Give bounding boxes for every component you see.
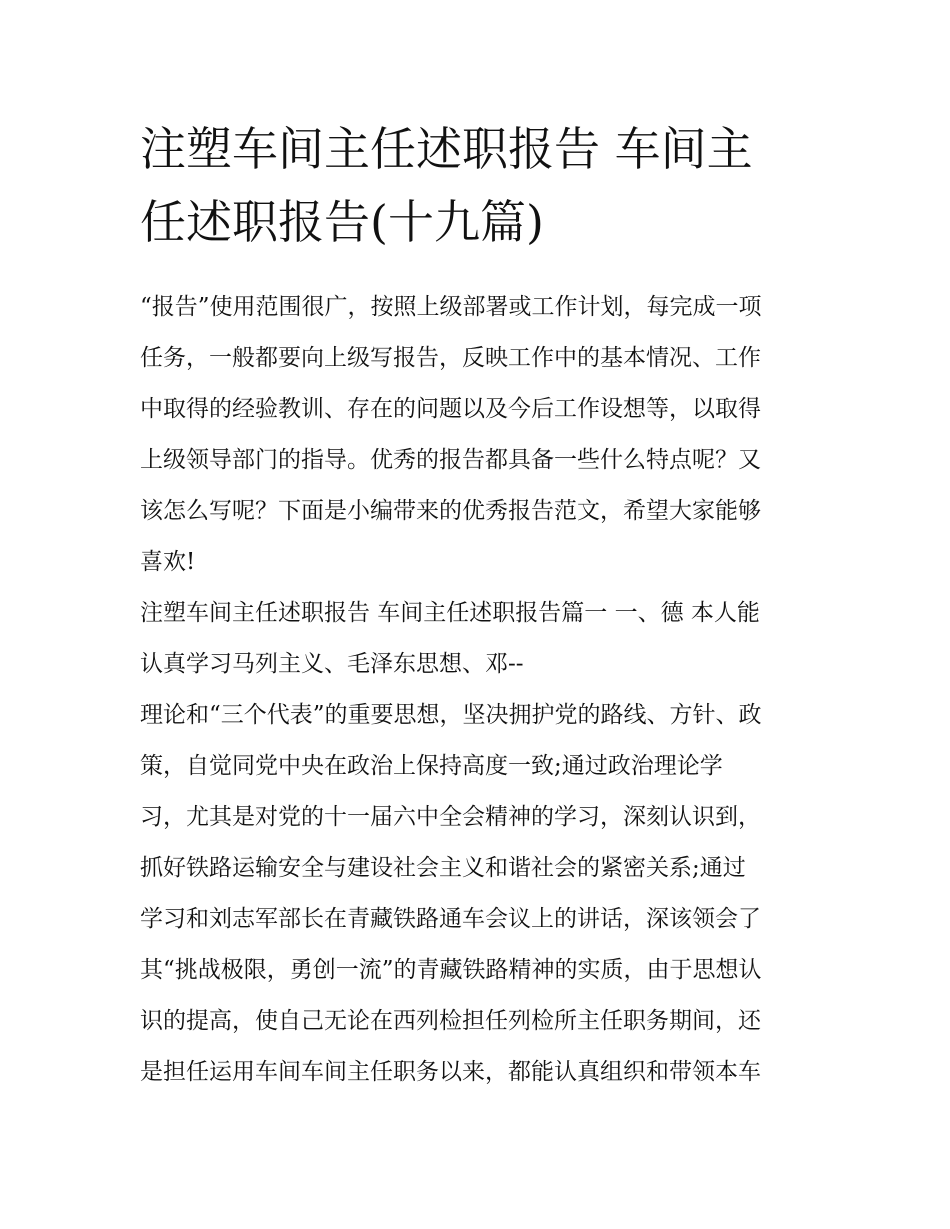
body-line: 中取得的经验教训、存在的问题以及今后工作设想等，以取得: [140, 396, 761, 422]
body-line: 学习和刘志军部长在青藏铁路通车会议上的讲话，深该领会了: [140, 906, 761, 932]
body-line: 是担任运用车间车间主任职务以来，都能认真组织和带领本车: [140, 1059, 761, 1085]
title-line-1: 注塑车间主任述职报告 车间主: [140, 122, 753, 176]
body-line: 策，自觉同党中央在政治上保持高度一致;通过政治理论学: [140, 753, 723, 779]
body-line: 该怎么写呢？下面是小编带来的优秀报告范文，希望大家能够: [140, 498, 761, 524]
document-body: [140, 282, 830, 1098]
body-line: 习，尤其是对党的十一届六中全会精神的学习，深刻认识到，: [140, 804, 761, 830]
document-title: [140, 113, 820, 259]
body-line: 抓好铁路运输安全与建设社会主义和谐社会的紧密关系;通过: [140, 855, 746, 881]
body-line: 注塑车间主任述职报告 车间主任述职报告篇一 一、德 本人能: [140, 600, 760, 626]
body-line: 其“挑战极限，勇创一流”的青藏铁路精神的实质，由于思想认: [140, 957, 762, 983]
body-line: 喜欢!: [140, 549, 196, 575]
body-line: “报告”使用范围很广，按照上级部署或工作计划，每完成一项: [140, 294, 762, 320]
title-line-2: 任述职报告(十九篇): [140, 195, 544, 249]
body-line: 上级领导部门的指导。优秀的报告都具备一些什么特点呢？又: [140, 447, 761, 473]
body-line: 识的提高，使自己无论在西列检担任列检所主任职务期间，还: [140, 1008, 761, 1034]
body-line: 理论和“三个代表”的重要思想，坚决拥护党的路线、方针、政: [140, 702, 762, 728]
body-line: 认真学习马列主义、毛泽东思想、邓--: [140, 651, 524, 677]
body-line: 任务，一般都要向上级写报告，反映工作中的基本情况、工作: [140, 345, 761, 371]
